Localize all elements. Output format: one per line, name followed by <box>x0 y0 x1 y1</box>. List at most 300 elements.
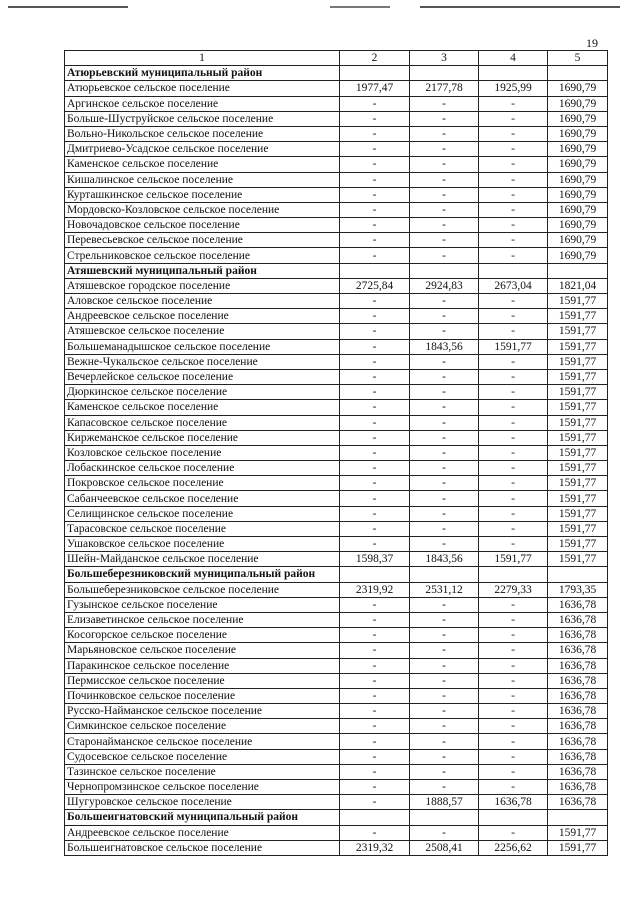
value-cell: - <box>410 309 479 324</box>
value-cell: 1636,78 <box>548 658 608 673</box>
value-cell: - <box>479 719 548 734</box>
value-cell: - <box>479 491 548 506</box>
table-row <box>65 476 608 491</box>
value-cell: - <box>479 233 548 248</box>
settlement-name: Дмитриево-Усадское сельское поселение <box>65 142 340 157</box>
table-row <box>65 461 608 476</box>
value-cell: - <box>340 126 410 141</box>
value-cell: - <box>340 612 410 627</box>
settlement-name: Новочадовское сельское поселение <box>65 218 340 233</box>
value-cell: 1591,77 <box>548 491 608 506</box>
value-cell: - <box>340 597 410 612</box>
value-cell: - <box>340 719 410 734</box>
value-cell: - <box>340 202 410 217</box>
table-row <box>65 537 608 552</box>
value-cell: - <box>340 111 410 126</box>
value-cell: - <box>410 415 479 430</box>
value-cell: - <box>340 430 410 445</box>
value-cell: - <box>340 491 410 506</box>
value-cell: 1591,77 <box>548 324 608 339</box>
value-cell: 1591,77 <box>548 309 608 324</box>
table-row <box>65 126 608 141</box>
value-cell: - <box>340 825 410 840</box>
empty-cell <box>479 263 548 278</box>
value-cell: - <box>479 142 548 157</box>
empty-cell <box>548 810 608 825</box>
empty-cell <box>410 567 479 582</box>
value-cell: 1591,77 <box>548 537 608 552</box>
value-cell: - <box>479 476 548 491</box>
settlement-name: Большеберезниковское сельское поселение <box>65 582 340 597</box>
value-cell: 1636,78 <box>548 688 608 703</box>
value-cell: 1690,79 <box>548 172 608 187</box>
value-cell: - <box>340 506 410 521</box>
value-cell: - <box>410 172 479 187</box>
value-cell: - <box>479 688 548 703</box>
table-row <box>65 218 608 233</box>
value-cell: - <box>479 612 548 627</box>
value-cell: - <box>410 96 479 111</box>
value-cell: - <box>479 658 548 673</box>
value-cell: 1636,78 <box>548 734 608 749</box>
value-cell: - <box>410 537 479 552</box>
settlement-name: Тарасовское сельское поселение <box>65 521 340 536</box>
settlement-name: Судосевское сельское поселение <box>65 749 340 764</box>
value-cell: - <box>410 126 479 141</box>
value-cell: - <box>340 309 410 324</box>
value-cell: - <box>479 294 548 309</box>
value-cell: 1591,77 <box>548 552 608 567</box>
value-cell: - <box>410 445 479 460</box>
value-cell: - <box>410 157 479 172</box>
value-cell: - <box>340 734 410 749</box>
value-cell: 1793,35 <box>548 582 608 597</box>
settlement-name: Вечерлейское сельское поселение <box>65 369 340 384</box>
value-cell: 1591,77 <box>479 552 548 567</box>
value-cell: 1690,79 <box>548 233 608 248</box>
value-cell: 1636,78 <box>548 628 608 643</box>
table-row <box>65 430 608 445</box>
value-cell: - <box>410 111 479 126</box>
value-cell: 1690,79 <box>548 142 608 157</box>
scan-edge-artifact <box>0 4 640 10</box>
value-cell: - <box>479 157 548 172</box>
value-cell: - <box>479 704 548 719</box>
value-cell: - <box>340 354 410 369</box>
value-cell: 1591,77 <box>548 506 608 521</box>
value-cell: - <box>340 218 410 233</box>
value-cell: 1636,78 <box>548 795 608 810</box>
value-cell: - <box>410 187 479 202</box>
value-cell: - <box>340 780 410 795</box>
value-cell: - <box>340 172 410 187</box>
value-cell: - <box>340 369 410 384</box>
value-cell: - <box>410 324 479 339</box>
value-cell: - <box>410 385 479 400</box>
value-cell: - <box>340 233 410 248</box>
value-cell: - <box>479 385 548 400</box>
value-cell: 2673,04 <box>479 278 548 293</box>
table-row <box>65 415 608 430</box>
settlement-name: Русско-Найманское сельское поселение <box>65 704 340 719</box>
table-row <box>65 795 608 810</box>
value-cell: - <box>340 187 410 202</box>
value-cell: - <box>340 673 410 688</box>
settlement-name: Атяшевское сельское поселение <box>65 324 340 339</box>
table-row <box>65 354 608 369</box>
value-cell: - <box>340 643 410 658</box>
value-cell: - <box>410 643 479 658</box>
value-cell: 1591,77 <box>548 445 608 460</box>
settlement-name: Кишалинское сельское поселение <box>65 172 340 187</box>
value-cell: 2319,92 <box>340 582 410 597</box>
value-cell: - <box>410 825 479 840</box>
settlement-name: Дюркинское сельское поселение <box>65 385 340 400</box>
settlement-name: Андреевское сельское поселение <box>65 309 340 324</box>
value-cell: 1591,77 <box>548 521 608 536</box>
value-cell: 1636,78 <box>548 719 608 734</box>
table-row <box>65 233 608 248</box>
value-cell: 1591,77 <box>548 354 608 369</box>
value-cell: 1591,77 <box>548 294 608 309</box>
value-cell: - <box>479 324 548 339</box>
settlement-name: Мордовско-Козловское сельское поселение <box>65 202 340 217</box>
table-row <box>65 597 608 612</box>
table-row <box>65 521 608 536</box>
settlement-name: Киржеманское сельское поселение <box>65 430 340 445</box>
value-cell: - <box>410 248 479 263</box>
table-row <box>65 643 608 658</box>
value-cell: - <box>479 521 548 536</box>
value-cell: - <box>410 673 479 688</box>
settlement-name: Перевесьевское сельское поселение <box>65 233 340 248</box>
table-row <box>65 369 608 384</box>
value-cell: - <box>410 430 479 445</box>
value-cell: 1843,56 <box>410 339 479 354</box>
value-cell: - <box>479 597 548 612</box>
district-row <box>65 263 608 278</box>
settlement-name: Андреевское сельское поселение <box>65 825 340 840</box>
value-cell: 1636,78 <box>479 795 548 810</box>
value-cell: 1843,56 <box>410 552 479 567</box>
value-cell: 1591,77 <box>548 476 608 491</box>
value-cell: - <box>479 111 548 126</box>
value-cell: - <box>410 142 479 157</box>
value-cell: - <box>410 597 479 612</box>
value-cell: - <box>410 764 479 779</box>
empty-cell <box>340 567 410 582</box>
value-cell: - <box>410 521 479 536</box>
settlement-name: Тазинское сельское поселение <box>65 764 340 779</box>
table-row <box>65 202 608 217</box>
value-cell: - <box>479 780 548 795</box>
table-row <box>65 552 608 567</box>
value-cell: - <box>410 461 479 476</box>
settlement-name: Больше-Шуструйское сельское поселение <box>65 111 340 126</box>
table-row <box>65 673 608 688</box>
value-cell: - <box>479 430 548 445</box>
table-row <box>65 96 608 111</box>
empty-cell <box>548 66 608 81</box>
value-cell: 1591,77 <box>548 840 608 855</box>
empty-cell <box>479 66 548 81</box>
column-header: 1 <box>65 51 340 66</box>
value-cell: 1821,04 <box>548 278 608 293</box>
table-row <box>65 840 608 855</box>
settlement-name: Большеигнатовское сельское поселение <box>65 840 340 855</box>
settlement-name: Старонайманское сельское поселение <box>65 734 340 749</box>
value-cell: - <box>340 142 410 157</box>
district-row <box>65 66 608 81</box>
empty-cell <box>340 66 410 81</box>
empty-cell <box>410 66 479 81</box>
table-row <box>65 400 608 415</box>
value-cell: 1636,78 <box>548 780 608 795</box>
value-cell: - <box>479 461 548 476</box>
table-row <box>65 780 608 795</box>
value-cell: - <box>340 749 410 764</box>
settlement-name: Чернопромзинское сельское поселение <box>65 780 340 795</box>
value-cell: - <box>410 628 479 643</box>
settlement-name: Косогорское сельское поселение <box>65 628 340 643</box>
district-name: Атюрьевский муниципальный район <box>65 66 340 81</box>
value-cell: - <box>410 294 479 309</box>
value-cell: - <box>410 658 479 673</box>
value-cell: - <box>479 749 548 764</box>
settlement-name: Пермисское сельское поселение <box>65 673 340 688</box>
table-row <box>65 582 608 597</box>
table-row <box>65 749 608 764</box>
settlement-name: Селищинское сельское поселение <box>65 506 340 521</box>
table-row <box>65 734 608 749</box>
value-cell: - <box>410 688 479 703</box>
value-cell: - <box>340 385 410 400</box>
value-cell: - <box>479 628 548 643</box>
column-header: 5 <box>548 51 608 66</box>
column-header: 3 <box>410 51 479 66</box>
settlement-name: Покровское сельское поселение <box>65 476 340 491</box>
value-cell: - <box>410 400 479 415</box>
value-cell: - <box>479 369 548 384</box>
value-cell: - <box>340 537 410 552</box>
table-row <box>65 445 608 460</box>
value-cell: 1591,77 <box>548 430 608 445</box>
district-name: Большеберезниковский муниципальный район <box>65 567 340 582</box>
table-row <box>65 491 608 506</box>
value-cell: 1690,79 <box>548 157 608 172</box>
value-cell: - <box>340 688 410 703</box>
value-cell: - <box>479 764 548 779</box>
value-cell: 1690,79 <box>548 96 608 111</box>
value-cell: - <box>340 339 410 354</box>
settlement-name: Паракинское сельское поселение <box>65 658 340 673</box>
settlement-name: Марьяновское сельское поселение <box>65 643 340 658</box>
value-cell: 1690,79 <box>548 202 608 217</box>
settlement-name: Вольно-Никольское сельское поселение <box>65 126 340 141</box>
empty-cell <box>410 810 479 825</box>
table-row <box>65 157 608 172</box>
table-row <box>65 309 608 324</box>
table-row <box>65 324 608 339</box>
value-cell: - <box>479 96 548 111</box>
value-cell: - <box>410 704 479 719</box>
value-cell: 2256,62 <box>479 840 548 855</box>
table-row <box>65 825 608 840</box>
table-row <box>65 688 608 703</box>
value-cell: - <box>410 780 479 795</box>
value-cell: - <box>340 764 410 779</box>
settlement-name: Атюрьевское сельское поселение <box>65 81 340 96</box>
value-cell: - <box>479 734 548 749</box>
settlement-name: Гузынское сельское поселение <box>65 597 340 612</box>
settlement-name: Шейн-Майданское сельское поселение <box>65 552 340 567</box>
value-cell: - <box>340 521 410 536</box>
settlement-name: Стрельниковское сельское поселение <box>65 248 340 263</box>
settlement-name: Каменское сельское поселение <box>65 157 340 172</box>
table-row <box>65 172 608 187</box>
value-cell: 1636,78 <box>548 764 608 779</box>
value-cell: - <box>479 445 548 460</box>
value-cell: - <box>479 202 548 217</box>
value-cell: - <box>340 324 410 339</box>
value-cell: - <box>410 719 479 734</box>
value-cell: - <box>479 354 548 369</box>
value-cell: - <box>340 445 410 460</box>
column-header: 2 <box>340 51 410 66</box>
settlement-name: Починковское сельское поселение <box>65 688 340 703</box>
table-row <box>65 142 608 157</box>
value-cell: 1636,78 <box>548 643 608 658</box>
column-header: 4 <box>479 51 548 66</box>
value-cell: 1591,77 <box>548 385 608 400</box>
value-cell: - <box>410 218 479 233</box>
value-cell: - <box>340 415 410 430</box>
value-cell: 1598,37 <box>340 552 410 567</box>
value-cell: - <box>340 96 410 111</box>
value-cell: - <box>479 218 548 233</box>
value-cell: - <box>340 248 410 263</box>
value-cell: - <box>479 187 548 202</box>
table-row <box>65 719 608 734</box>
value-cell: 2531,12 <box>410 582 479 597</box>
table-row <box>65 612 608 627</box>
empty-cell <box>340 810 410 825</box>
value-cell: 1690,79 <box>548 126 608 141</box>
value-cell: - <box>340 476 410 491</box>
table-row <box>65 628 608 643</box>
value-cell: - <box>410 354 479 369</box>
value-cell: - <box>479 248 548 263</box>
value-cell: 2177,78 <box>410 81 479 96</box>
district-row <box>65 567 608 582</box>
value-cell: - <box>340 704 410 719</box>
value-cell: 2924,83 <box>410 278 479 293</box>
empty-cell <box>479 567 548 582</box>
settlement-name: Капасовское сельское поселение <box>65 415 340 430</box>
value-cell: 1925,99 <box>479 81 548 96</box>
table-row <box>65 278 608 293</box>
settlement-name: Лобаскинское сельское поселение <box>65 461 340 476</box>
value-cell: 1690,79 <box>548 218 608 233</box>
table-row <box>65 111 608 126</box>
value-cell: - <box>340 157 410 172</box>
value-cell: - <box>479 537 548 552</box>
value-cell: - <box>479 673 548 688</box>
value-cell: 1591,77 <box>548 415 608 430</box>
value-cell: 2279,33 <box>479 582 548 597</box>
settlement-name: Каменское сельское поселение <box>65 400 340 415</box>
value-cell: 1591,77 <box>548 369 608 384</box>
table-row <box>65 81 608 96</box>
table-row <box>65 385 608 400</box>
settlement-name: Симкинское сельское поселение <box>65 719 340 734</box>
value-cell: - <box>340 628 410 643</box>
settlement-name: Курташкинское сельское поселение <box>65 187 340 202</box>
value-cell: - <box>479 400 548 415</box>
value-cell: 2508,41 <box>410 840 479 855</box>
value-cell: 1591,77 <box>548 339 608 354</box>
empty-cell <box>548 567 608 582</box>
settlement-name: Аловское сельское поселение <box>65 294 340 309</box>
value-cell: 1888,57 <box>410 795 479 810</box>
table-row <box>65 658 608 673</box>
value-cell: 1591,77 <box>548 400 608 415</box>
value-cell: - <box>340 461 410 476</box>
settlement-name: Атяшевское городское поселение <box>65 278 340 293</box>
value-cell: 1591,77 <box>548 461 608 476</box>
value-cell: 1977,47 <box>340 81 410 96</box>
value-cell: - <box>479 643 548 658</box>
value-cell: 1690,79 <box>548 187 608 202</box>
settlement-name: Большеманадышское сельское поселение <box>65 339 340 354</box>
empty-cell <box>548 263 608 278</box>
value-cell: 1636,78 <box>548 749 608 764</box>
value-cell: 2319,32 <box>340 840 410 855</box>
value-cell: - <box>410 749 479 764</box>
value-cell: 1690,79 <box>548 248 608 263</box>
value-cell: - <box>479 172 548 187</box>
settlement-name: Вежне-Чукальское сельское поселение <box>65 354 340 369</box>
value-cell: 1690,79 <box>548 111 608 126</box>
settlement-name: Аргинское сельское поселение <box>65 96 340 111</box>
column-number-header-row <box>65 51 608 66</box>
table-row <box>65 294 608 309</box>
settlement-name: Козловское сельское поселение <box>65 445 340 460</box>
value-cell: - <box>410 369 479 384</box>
district-name: Атяшевский муниципальный район <box>65 263 340 278</box>
table-row <box>65 187 608 202</box>
value-cell: - <box>410 506 479 521</box>
value-cell: - <box>479 415 548 430</box>
value-cell: 1591,77 <box>548 825 608 840</box>
value-cell: - <box>410 233 479 248</box>
empty-cell <box>410 263 479 278</box>
settlement-name: Шугуровское сельское поселение <box>65 795 340 810</box>
value-cell: - <box>479 126 548 141</box>
value-cell: - <box>410 476 479 491</box>
value-cell: - <box>479 309 548 324</box>
table-row <box>65 764 608 779</box>
table-row <box>65 339 608 354</box>
settlement-name: Сабанчеевское сельское поселение <box>65 491 340 506</box>
page-number: 19 <box>586 36 598 50</box>
value-cell: 1636,78 <box>548 704 608 719</box>
value-cell: - <box>410 612 479 627</box>
value-cell: 1636,78 <box>548 612 608 627</box>
empty-cell <box>340 263 410 278</box>
district-row <box>65 810 608 825</box>
value-cell: - <box>340 795 410 810</box>
